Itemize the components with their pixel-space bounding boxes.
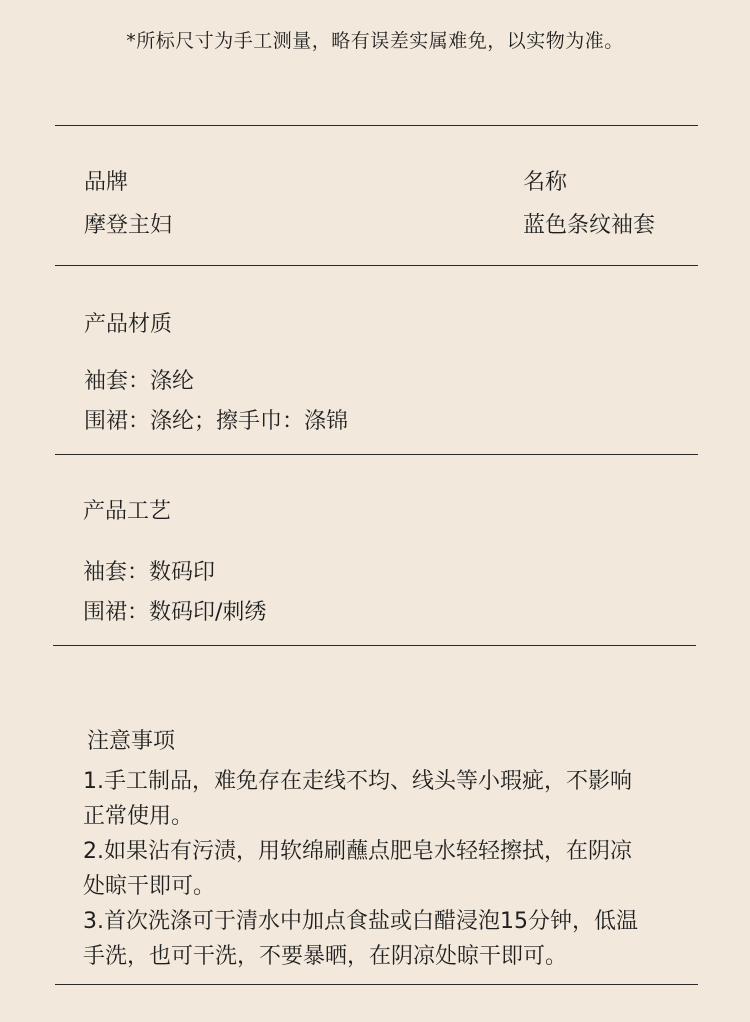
care-title: 注意事项 xyxy=(87,729,176,754)
care-line: 1.手工制品，难免存在走线不均、线头等小瑕疵，不影响 xyxy=(83,769,632,794)
care-instructions xyxy=(83,764,683,974)
care-line: 2.如果沾有污渍，用软绵刷蘸点肥皂水轻轻擦拭，在阴凉 xyxy=(83,839,632,864)
care-line: 处晾干即可。 xyxy=(83,874,216,899)
product-name-value: 蓝色条纹袖套 xyxy=(523,213,656,238)
divider xyxy=(55,125,698,126)
measurement-note: *所标尺寸为手工测量，略有误差实属难免，以实物为准。 xyxy=(126,30,624,52)
craft-title: 产品工艺 xyxy=(83,499,172,524)
divider xyxy=(55,454,698,455)
material-title: 产品材质 xyxy=(84,312,173,337)
divider xyxy=(55,265,698,266)
care-line: 手洗，也可干洗，不要暴晒，在阴凉处晾干即可。 xyxy=(83,944,568,969)
product-name-label: 名称 xyxy=(523,170,568,195)
material-line-sleeve: 袖套：涤纶 xyxy=(84,369,195,394)
divider xyxy=(55,984,698,985)
craft-line-apron: 围裙：数码印/刺绣 xyxy=(83,600,267,625)
craft-line-sleeve: 袖套：数码印 xyxy=(83,560,216,585)
brand-label: 品牌 xyxy=(84,170,129,195)
brand-value: 摩登主妇 xyxy=(84,213,173,238)
care-line: 正常使用。 xyxy=(83,804,194,829)
material-line-apron: 围裙：涤纶；擦手巾：涤锦 xyxy=(84,409,349,434)
care-line: 3.首次洗涤可于清水中加点食盐或白醋浸泡15分钟，低温 xyxy=(83,909,638,934)
divider xyxy=(53,645,696,646)
